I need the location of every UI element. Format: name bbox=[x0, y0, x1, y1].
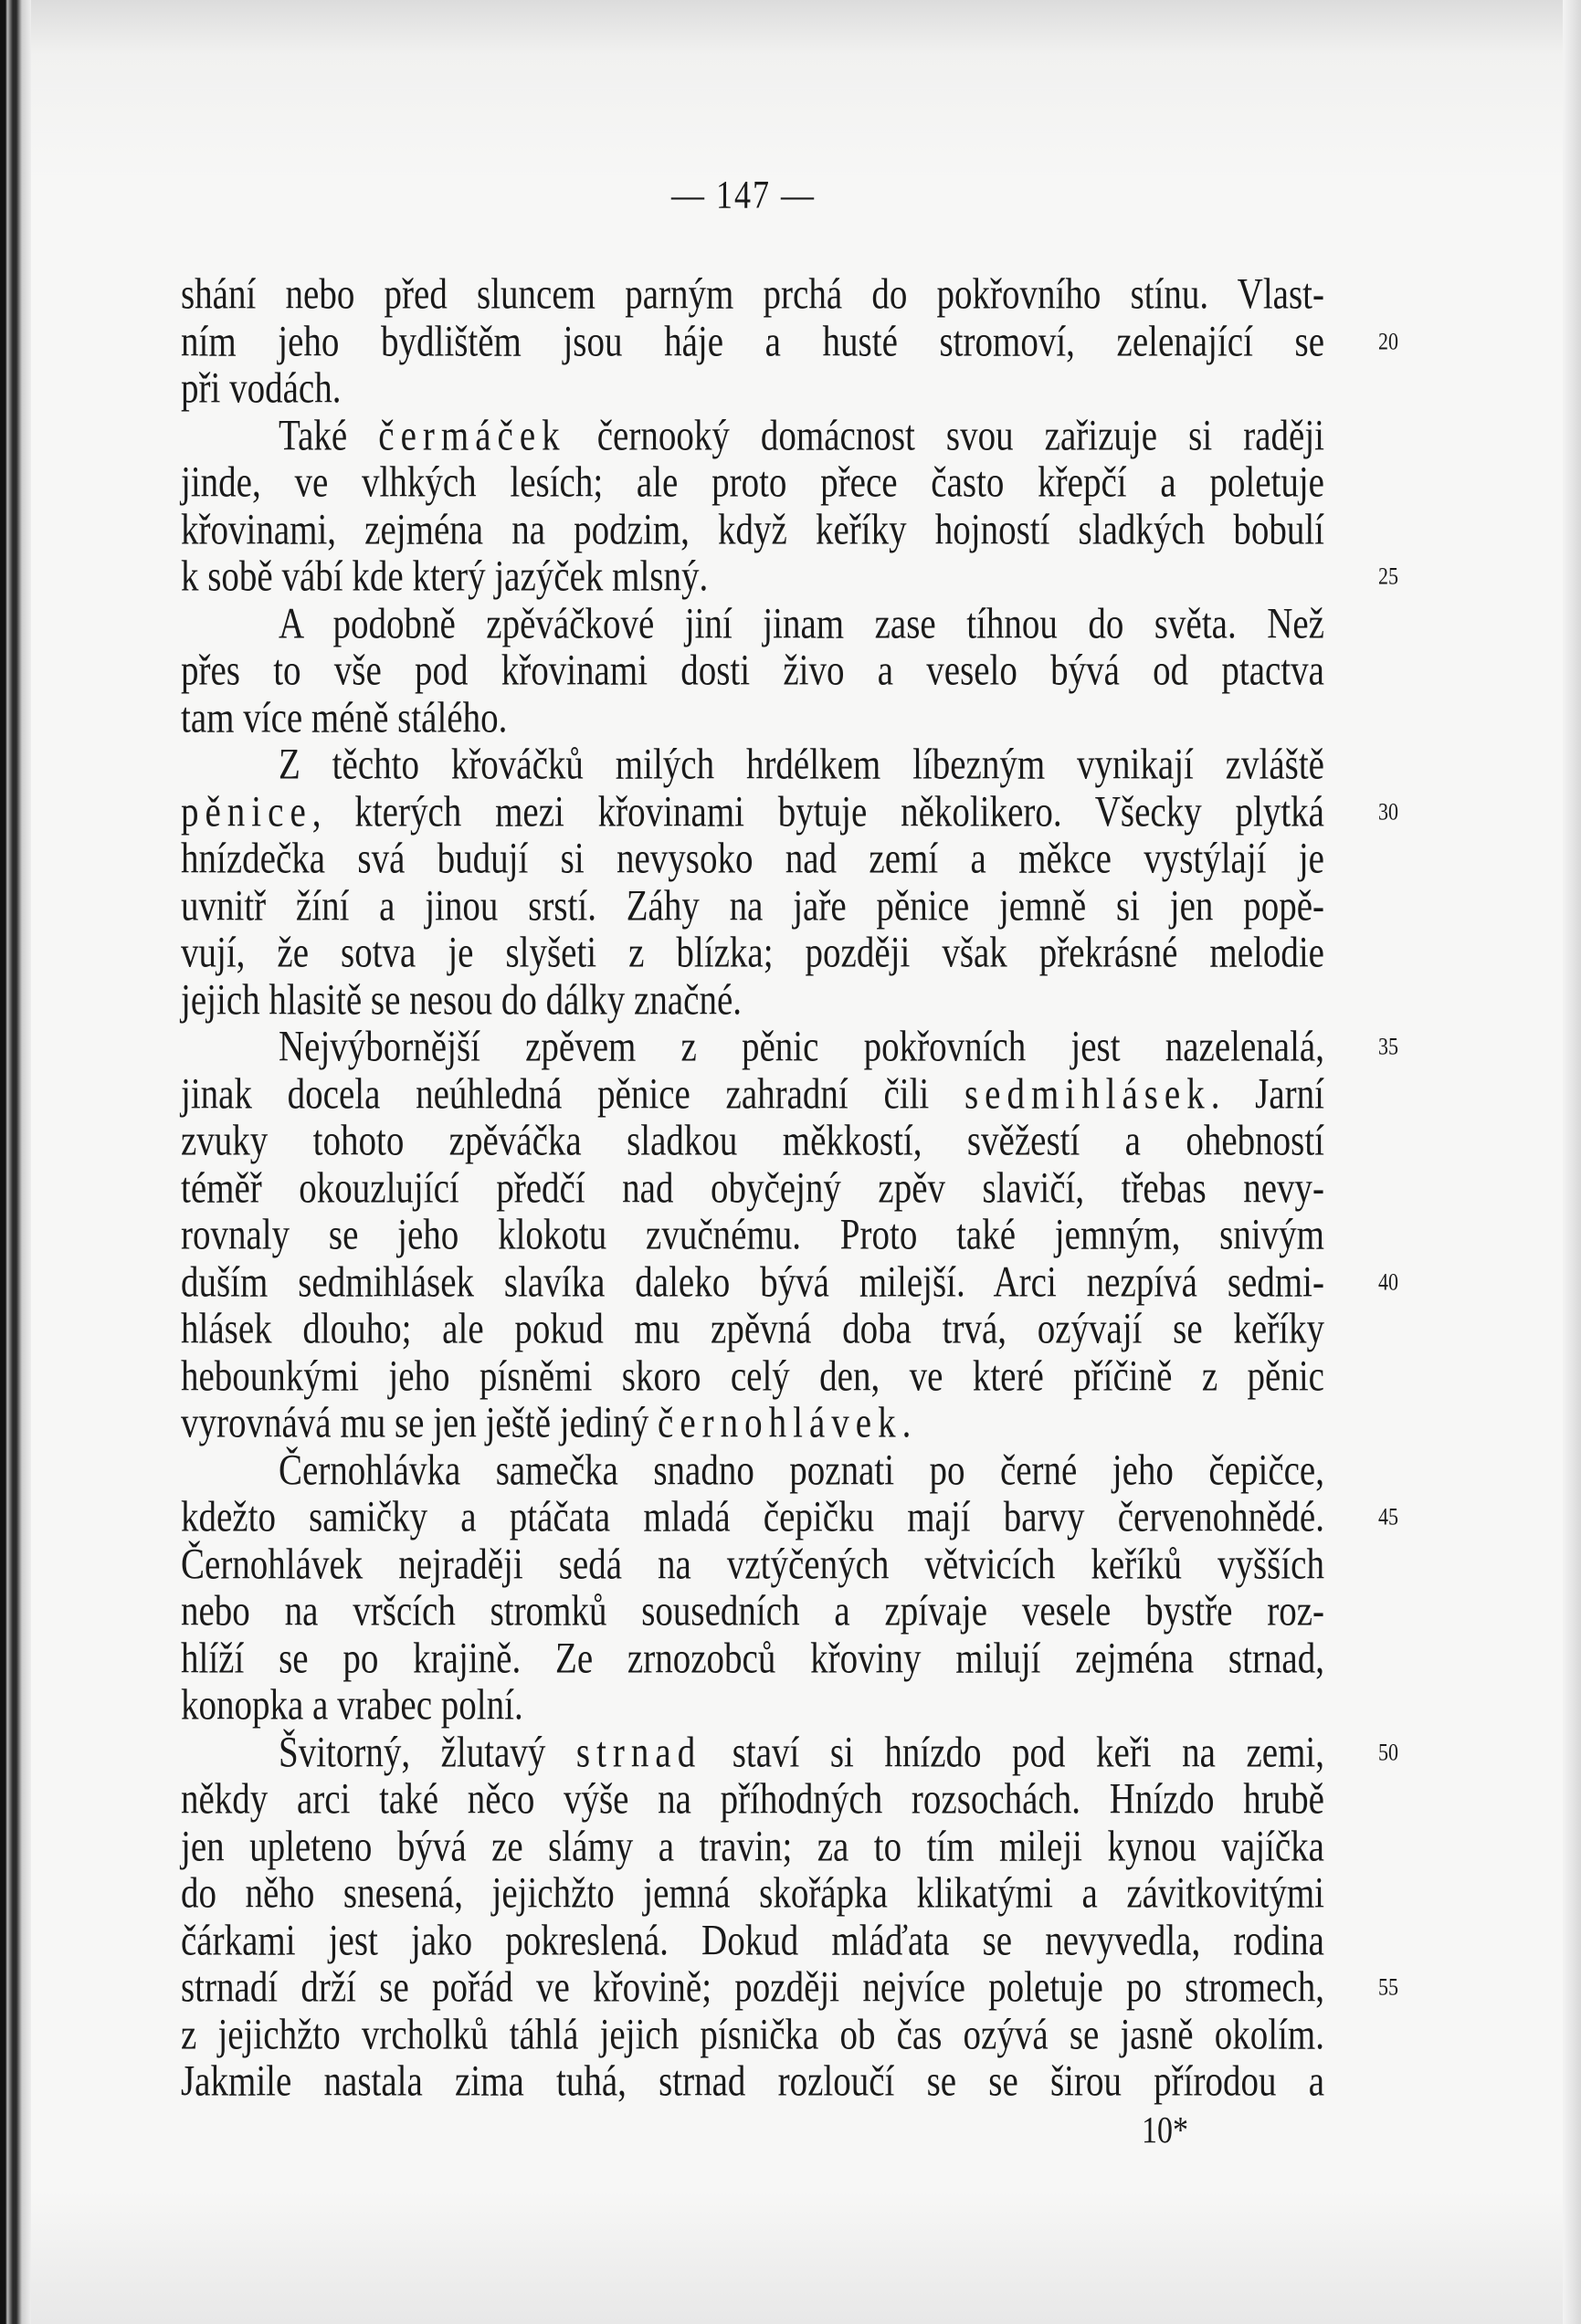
line-number: 20 bbox=[1378, 326, 1398, 354]
text-segment: z jejichžto vrcholků táhlá jejich písnička ob čas ozývá se jasně okolím. bbox=[181, 2010, 1324, 2059]
text-segment: . bbox=[901, 1399, 912, 1447]
text-segment: jejich hlasitě se nesou do dálky značné. bbox=[181, 975, 743, 1025]
text-segment: zvuky tohoto zpěváčka sladkou měkkostí, svěžestí a ohebností bbox=[181, 1117, 1324, 1165]
text-segment: hnízdečka svá budují si nevysoko nad zemí a měkce vystýlají je bbox=[181, 835, 1324, 883]
text-segment: A podobně zpěváčkové jiní jinam zase tíhnou do světa. Než bbox=[279, 599, 1324, 648]
text-segment: jinde, ve vlhkých lesích; ale proto přece často křepčí a poletuje bbox=[181, 458, 1324, 507]
text-segment: tam více méně stálého. bbox=[181, 693, 508, 742]
text-segment: někdy arci také něco výše na příhodných rozsochách. Hnízdo hrubě bbox=[181, 1775, 1324, 1824]
text-segment: duším sedmihlásek slavíka daleko bývá milejší. Arci nezpívá sedmi- bbox=[181, 1257, 1324, 1307]
page-number: — 147 — bbox=[671, 173, 816, 216]
emphasized-term: čermáček bbox=[378, 411, 566, 460]
text-segment: k sobě vábí kde který jazýček mlsný. bbox=[181, 552, 709, 601]
text-segment: Nejvýbornější zpěvem z pěnic pokřovních jest nazelenalá, bbox=[279, 1023, 1324, 1071]
text-segment: téměř okouzlující předčí nad obyčejný zpěv slavičí, třebas nevy- bbox=[181, 1163, 1324, 1213]
scan-left-edge bbox=[0, 0, 31, 2324]
text-line bbox=[181, 2053, 1324, 2110]
signature-mark: 10* bbox=[1142, 2110, 1188, 2151]
text-segment: ním jeho bydlištěm jsou háje a husté stromoví, zelenající se bbox=[181, 317, 1324, 366]
scan-right-edge bbox=[1563, 0, 1581, 2324]
text-segment: jen upleteno bývá ze slámy a travin; za to tím mileji kynou vajíčka bbox=[181, 1822, 1324, 1871]
text-segment: konopka a vrabec polní. bbox=[181, 1681, 523, 1730]
text-segment: hlíží se po krajině. Ze zrnozobců křoviny milují zejména strnad, bbox=[181, 1634, 1324, 1683]
text-segment: Černohlávek nejraději sedá na vztýčených větvicích keříků vyšších bbox=[181, 1540, 1324, 1589]
text-segment: Švitorný, žlutavý bbox=[279, 1728, 576, 1777]
text-segment: nebo na vršcích stromků sousedních a zpívaje vesele bystře roz- bbox=[181, 1587, 1324, 1635]
text-segment: hebounkými jeho písněmi skoro celý den, ve které příčině z pěnic bbox=[181, 1351, 1324, 1401]
line-number: 45 bbox=[1378, 1502, 1398, 1530]
line-number: 30 bbox=[1378, 796, 1398, 825]
emphasized-term: pěnice bbox=[181, 787, 312, 836]
text-segment: černooký domácnost svou zařizuje si raději bbox=[565, 411, 1324, 460]
text-segment: . Jarní bbox=[1210, 1069, 1324, 1119]
text-segment: kdežto samičky a ptáčata mladá čepičku mají barvy červenohnědé. bbox=[181, 1493, 1324, 1541]
text-segment: jinak docela neúhledná pěnice zahradní čili bbox=[181, 1069, 964, 1119]
text-segment: uvnitř žíní a jinou srstí. Záhy na jaře pěnice jemně si jen popě- bbox=[181, 881, 1324, 931]
text-segment: přes to vše pod křovinami dosti živo a veselo bývá od ptactva bbox=[181, 647, 1324, 695]
text-segment: Z těchto křováčků milých hrdélkem líbezným vynikají zvláště bbox=[279, 741, 1324, 789]
line-number: 35 bbox=[1378, 1032, 1398, 1060]
text-segment: při vodách. bbox=[181, 364, 342, 413]
text-segment: Také bbox=[279, 411, 379, 460]
text-segment: Jakmile nastala zima tuhá, strnad rozloučí se se širou přírodou a bbox=[181, 2057, 1324, 2106]
emphasized-term: strnad bbox=[575, 1728, 702, 1777]
line-number: 40 bbox=[1378, 1267, 1398, 1295]
line-number: 50 bbox=[1378, 1737, 1398, 1765]
text-segment: vyrovnává mu se jen ještě jediný bbox=[181, 1399, 659, 1447]
text-segment: strnadí drží se pořád ve křovině; později nejvíce poletuje po stromech, bbox=[181, 1963, 1324, 2012]
line-number: 25 bbox=[1378, 562, 1398, 590]
text-segment: čárkami jest jako pokreslená. Dokud mláďata se nevyvedla, rodina bbox=[181, 1916, 1324, 1965]
text-segment: hlásek dlouho; ale pokud mu zpěvná doba trvá, ozývají se keříky bbox=[181, 1305, 1324, 1353]
text-segment: staví si hnízdo pod keři na zemi, bbox=[701, 1728, 1324, 1777]
text-segment: shání nebo před sluncem parným prchá do pokřovního stínu. Vlast- bbox=[181, 270, 1324, 319]
text-segment: , kterých mezi křovinami bytuje několikero. Všecky plytká bbox=[311, 787, 1324, 836]
text-segment: vují, že sotva je slyšeti z blízka; později však překrásné melodie bbox=[181, 929, 1324, 977]
emphasized-term: černohlávek bbox=[658, 1399, 902, 1447]
text-segment: do něho snesená, jejichžto jemná skořápka klikatými a závitkovitými bbox=[181, 1869, 1324, 1918]
text-segment: rovnaly se jeho klokotu zvučnému. Proto také jemným, snivým bbox=[181, 1211, 1324, 1259]
emphasized-term: sedmihlásek bbox=[964, 1069, 1211, 1119]
line-number: 55 bbox=[1378, 1972, 1398, 2001]
text-segment: křovinami, zejména na podzim, když keříky hojností sladkých bobulí bbox=[181, 505, 1324, 554]
text-segment: Černohlávka samečka snadno poznati po černé jeho čepičce, bbox=[279, 1446, 1324, 1495]
